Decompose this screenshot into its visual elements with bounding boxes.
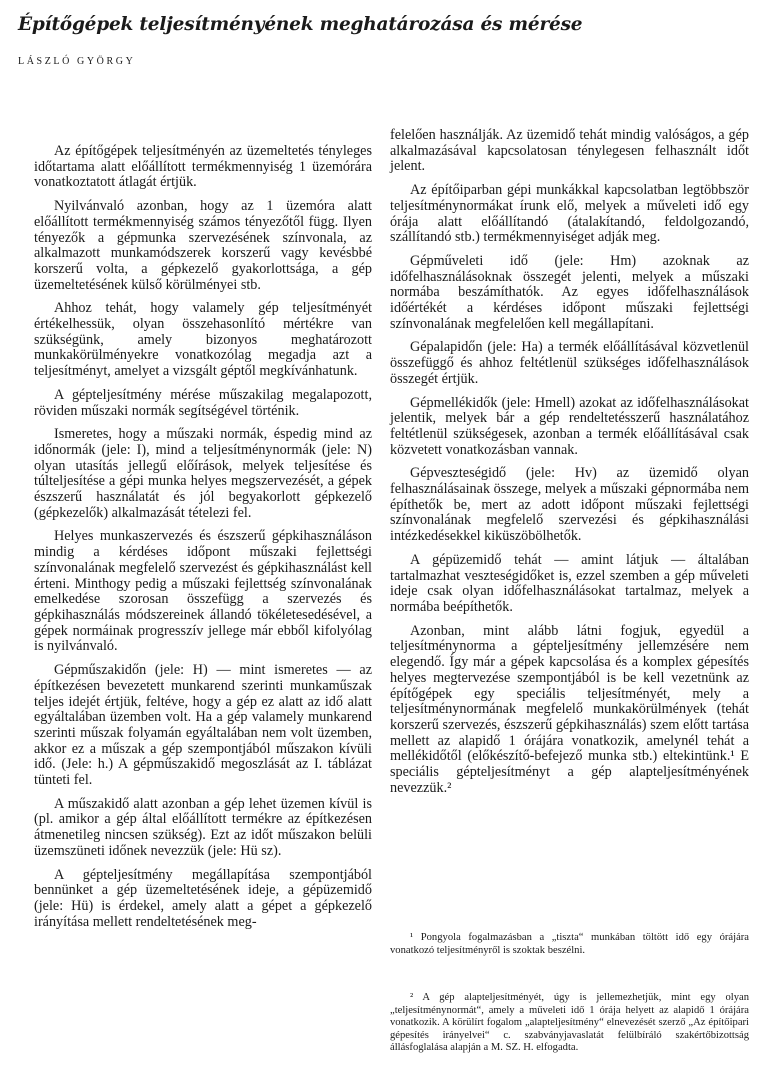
paragraph: Gépveszteségidő (jele: Hv) az üzemidő olyan felhasználásainak összege, melyek a műszaki gépnormába nem építhetők be, mert az adott időpont műszaki fejlettségi színvonalának megfelelő szervezési és gépkihasználási intézkedésekkel kiküszöbölhetők.	[390, 465, 749, 545]
paragraph: Azonban, mint alább látni fogjuk, egyedül a teljesítménynorma a gépteljesítmény jellemzésére nem elegendő. Így már a gépek kapcsolása és a komplex gépesítés helyes megtervezése szempontjából is be kell vezetnünk az építőgépek egy speciális teljesítményét, mely a teljesítménynormának megfelelő munkakörülmények (tehát korszerű szervezés, észszerű gépkihasználás) szem előtt tartása mellett az alapidő 1 órájára vonatkozik, amelynél tehát a mellékidőtől (előkészítő-befejező munka stb.) eltekintünk.¹ E speciális gépteljesítményt a gép alapteljesítményének nevezzük.²	[390, 622, 749, 796]
article-author: LÁSZLÓ GYÖRGY	[18, 56, 136, 67]
paragraph: A műszakidő alatt azonban a gép lehet üzemen kívül is (pl. amikor a gép által előállított termékre az építkezésen átmenetileg nincsen szükség). Ezt az időt műszakon belüli üzemszüneti időnek nevezzük (jele: Hü sz).	[34, 795, 372, 859]
paragraph: Gépalapidőn (jele: Ha) a termék előállításával közvetlenül összefüggő és ahhoz feltétlenül szükséges időfelhasználások összegét értjük.	[390, 339, 749, 387]
paragraph: Nyilvánvaló azonban, hogy az 1 üzemóra alatt előállított termékmennyiség számos tényezőtől függ. Ilyen tényezők a gépmunka szervezésének színvonala, az alkalmazott munkamódszerek korszerű vagy kevésbbé korszerű volta, a gépkezelő gyakorlottsága, a gép üzemeltetésének külső körülményei stb.	[34, 198, 372, 293]
paragraph: Ismeretes, hogy a műszaki normák, éspedig mind az időnormák (jele: I), mind a teljesítménynormák (jele: N) olyan utasítás jellegű előírások, melyek teljesítése és túlteljesítése a gépi munka helyes megszervezését, a gépek észszerű használatát és jól begyakorlott gépkezelő (gépkezelők) alkalmazását tételezi fel.	[34, 426, 372, 521]
paragraph: Gépműveleti idő (jele: Hm) azoknak az időfelhasználásoknak összegét jelenti, melyek a műszaki normába beszámíthatók. Az egyes időfelhasználások időértékét a kérdéses időpont műszaki fejlettségi színvonalának megfelelően kell megállapítani.	[390, 252, 749, 332]
paragraph: A gépüzemidő tehát — amint látjuk — általában tartalmazhat veszteségidőket is, ezzel szemben a gép műveleti ideje csak olyan időfelhasználásokat tartalmaz, melyek a normába beépíthetők.	[390, 551, 749, 615]
paragraph: Helyes munkaszervezés és észszerű gépkihasználáson mindig a kérdéses időpont műszaki fejlettségi színvonalának megfelelő szervezést és gépkihasználást kell érteni. Minthogy pedig a műszaki fejlettség színvonalának emelkedése szorosan összefügg a szervezés és gépkihasználás módszereinek állandó tökéletesedésével, a gépek normáinak progresszív jellege már ebből kifolyólag is nyilvánvaló.	[34, 528, 372, 655]
article-title: Építőgépek teljesítményének meghatározása és mérése	[18, 14, 583, 35]
footnote-text: ² A gép alapteljesítményét, úgy is jellemezhetjük, mint egy olyan „teljesítménynormát“, amely a műveleti idő 1 órája helyett az alapidő 1 órájára vonatkozik. A körülírt fogalom „alapteljesítmény“ elnevezését szerző „Az építőipari gépesítés irányelvei“ c. szabványjavaslatát felülbíráló szakértőbizottság állásfoglalása alapján a M. SZ. H. elfogadta.	[390, 992, 749, 1054]
paragraph: Gépmellékidők (jele: Hmell) azokat az időfelhasználásokat jelentik, melyek bár a gép rendeltetésszerű használatához feltétlenül szükségesek, azonban a termék előállításával csak közvetett vonatkozásban vannak.	[390, 394, 749, 458]
footnote-2	[390, 992, 749, 1055]
paragraph: Ahhoz tehát, hogy valamely gép teljesítményét értékelhessük, olyan összehasonlító mértékre van szükségünk, amely bizonyos meghatározott munkakörülményekre vonatkozólag megadja azt a teljesítményt, amelyet a vizsgált géptől megkívánhatunk.	[34, 300, 372, 380]
paragraph: felelően használják. Az üzemidő tehát mindig valóságos, a gép alkalmazásával kapcsolatosan ténylegesen felhasznált időt jelent.	[390, 127, 749, 175]
paragraph: A gépteljesítmény mérése műszakilag megalapozott, röviden műszaki normák segítségével történik.	[34, 386, 372, 419]
right-column	[390, 128, 749, 804]
left-column	[34, 144, 372, 938]
paragraph: Gépműszakidőn (jele: H) — mint ismeretes — az építkezésen bevezetett munkarend szerinti munkaműszak teljes idejét értjük, feltéve, hogy a gép ez alatt az idő alatt egyáltalában üzemben volt. Ha a gép valamely munkarend szerinti műszak folyamán egyáltalában nem volt üzemben, akkor ez a műszak a gép szempontjából műszakon kívüli idő. (Jele: h.) A gépműszakidő megoszlását az I. táblázat tünteti fel.	[34, 662, 372, 789]
paragraph: Az építőiparban gépi munkákkal kapcsolatban legtöbbször teljesítménynormákat írunk elő, melyek a műveleti idő egy órája alatt előállítandó (átalakítandó, feldolgozandó, szállítandó stb.) termékmennyiséget adják meg.	[390, 182, 749, 246]
paragraph: A gépteljesítmény megállapítása szempontjából bennünket a gép üzemeltetésének ideje, a gépüzemidő (jele: Hü) is érdekel, amely alatt a gépet a gépkezelő irányítása mellett rendeltetésének meg-	[34, 866, 372, 930]
footnote-1	[390, 932, 749, 957]
paragraph: Az építőgépek teljesítményén az üzemeltetés tényleges időtartama alatt előállított termékmennyiség 1 üzemórára vonatkoztatott átlagát értjük.	[34, 143, 372, 191]
footnote-text: ¹ Pongyola fogalmazásban a „tiszta“ munkában töltött idő egy órájára vonatkozó teljesítményről is szoktak beszélni.	[390, 932, 749, 956]
